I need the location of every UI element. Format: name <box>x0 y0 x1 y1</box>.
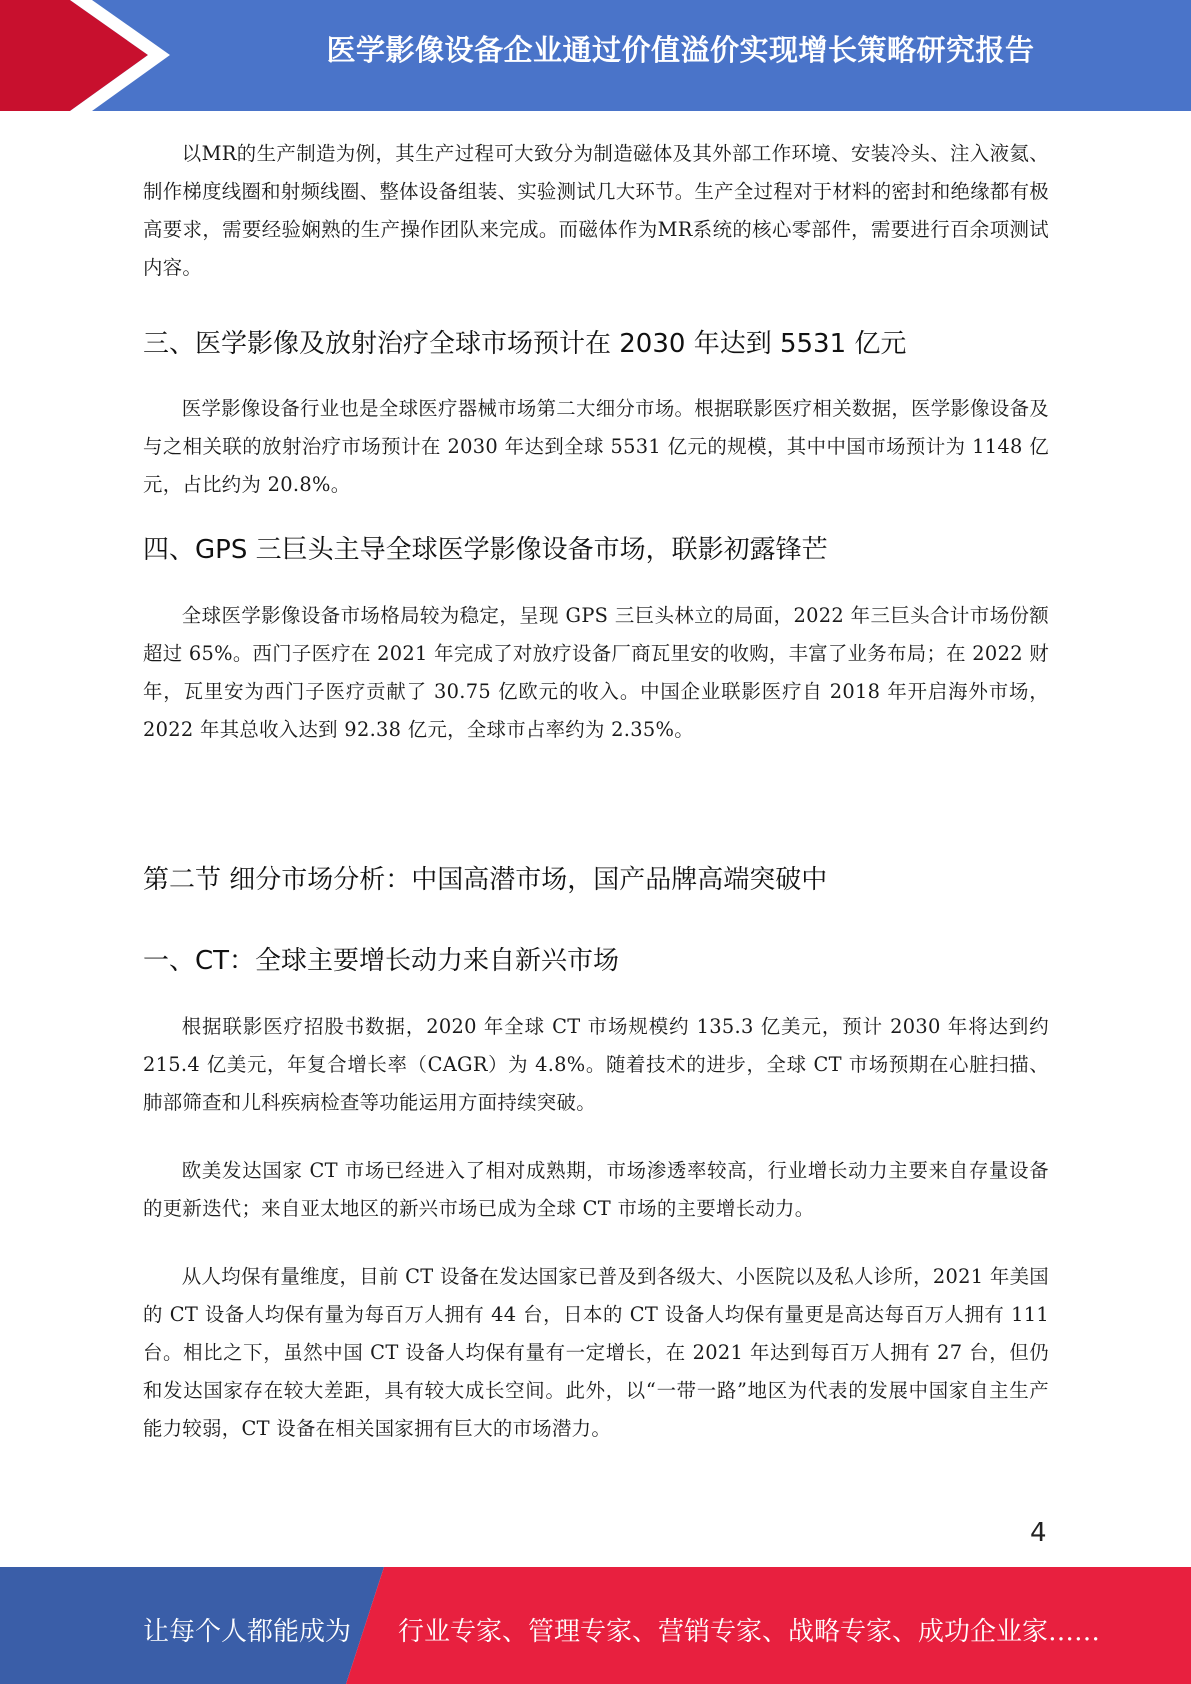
page-number: 4 <box>1030 1518 1047 1548</box>
paragraph-ct-market: 根据联影医疗招股书数据，2020 年全球 CT 市场规模约 135.3 亿美元，预计 2030 年将达到约 215.4 亿美元，年复合增长率（CAGR）为 4.8%。随着技术的进步，全球 CT 市场预期在心脏扫描、肺部筛查和儿科疾病检查等功能运用方面持续突破。 <box>143 1015 1049 1114</box>
paragraph-market-size: 医学影像设备行业也是全球医疗器械市场第二大细分市场。根据联影医疗相关数据，医学影像设备及与之相关联的放射治疗市场预计在 2030 年达到全球 5531 亿元的规模，其中中国市场预计为 1148 亿元，占比约为 20.8%。 <box>143 397 1049 496</box>
header-red-arrow <box>0 0 148 111</box>
footer-slogan-left: 让每个人都能成为 <box>143 1617 352 1647</box>
page-header <box>0 0 1191 111</box>
paragraph-ct-per-capita: 从人均保有量维度，目前 CT 设备在发达国家已普及到各级大、小医院以及私人诊所，2021 年美国的 CT 设备人均保有量为每百万人拥有 44 台，日本的 CT 设备人均保有量更是高达每百万人拥有 111 台。相比之下，虽然中国 CT 设备人均保有量有一定增长，在 2021 年达到每百万人拥有 27 台，但仍和发达国家存在较大差距，具有较大成长空间。此外，以“一带一路”地区为代表的发展中国家自主生产能力较弱，CT 设备在相关国家拥有巨大的市场潜力。 <box>143 1265 1049 1440</box>
report-title: 医学影像设备企业通过价值溢价实现增长策略研究报告 <box>326 33 1035 67</box>
main-content <box>143 135 1049 1448</box>
heading-ct-growth: 一、CT：全球主要增长动力来自新兴市场 <box>143 946 620 976</box>
section-heading: 第二节 细分市场分析：中国高潜市场，国产品牌高端突破中 <box>143 865 828 895</box>
heading-gps-dominance: 四、GPS 三巨头主导全球医学影像设备市场，联影初露锋芒 <box>143 535 828 565</box>
footer-slogan-right: 行业专家、管理专家、营销专家、战略专家、成功企业家…… <box>398 1617 1101 1647</box>
page-footer <box>0 1567 1191 1684</box>
paragraph-mr-production: 以MR的生产制造为例，其生产过程可大致分为制造磁体及其外部工作环境、安装冷头、注入液氦、制作梯度线圈和射频线圈、整体设备组装、实验测试几大环节。生产全过程对于材料的密封和绝缘都有极高要求，需要经验娴熟的生产操作团队来完成。而磁体作为MR系统的核心零部件，需要进行百余项测试内容。 <box>143 142 1049 279</box>
paragraph-market-share: 全球医学影像设备市场格局较为稳定，呈现 GPS 三巨头林立的局面，2022 年三巨头合计市场份额超过 65%。西门子医疗在 2021 年完成了对放疗设备厂商瓦里安的收购，丰富了业务布局；在 2022 财年，瓦里安为西门子医疗贡献了 30.75 亿欧元的收入。中国企业联影医疗自 2018 年开启海外市场，2022 年其总收入达到 92.38 亿元，全球市占率约为 2.35%。 <box>143 604 1049 741</box>
heading-market-forecast: 三、医学影像及放射治疗全球市场预计在 2030 年达到 5531 亿元 <box>143 329 907 359</box>
paragraph-developed-markets: 欧美发达国家 CT 市场已经进入了相对成熟期，市场渗透率较高，行业增长动力主要来自存量设备的更新迭代；来自亚太地区的新兴市场已成为全球 CT 市场的主要增长动力。 <box>143 1159 1049 1220</box>
